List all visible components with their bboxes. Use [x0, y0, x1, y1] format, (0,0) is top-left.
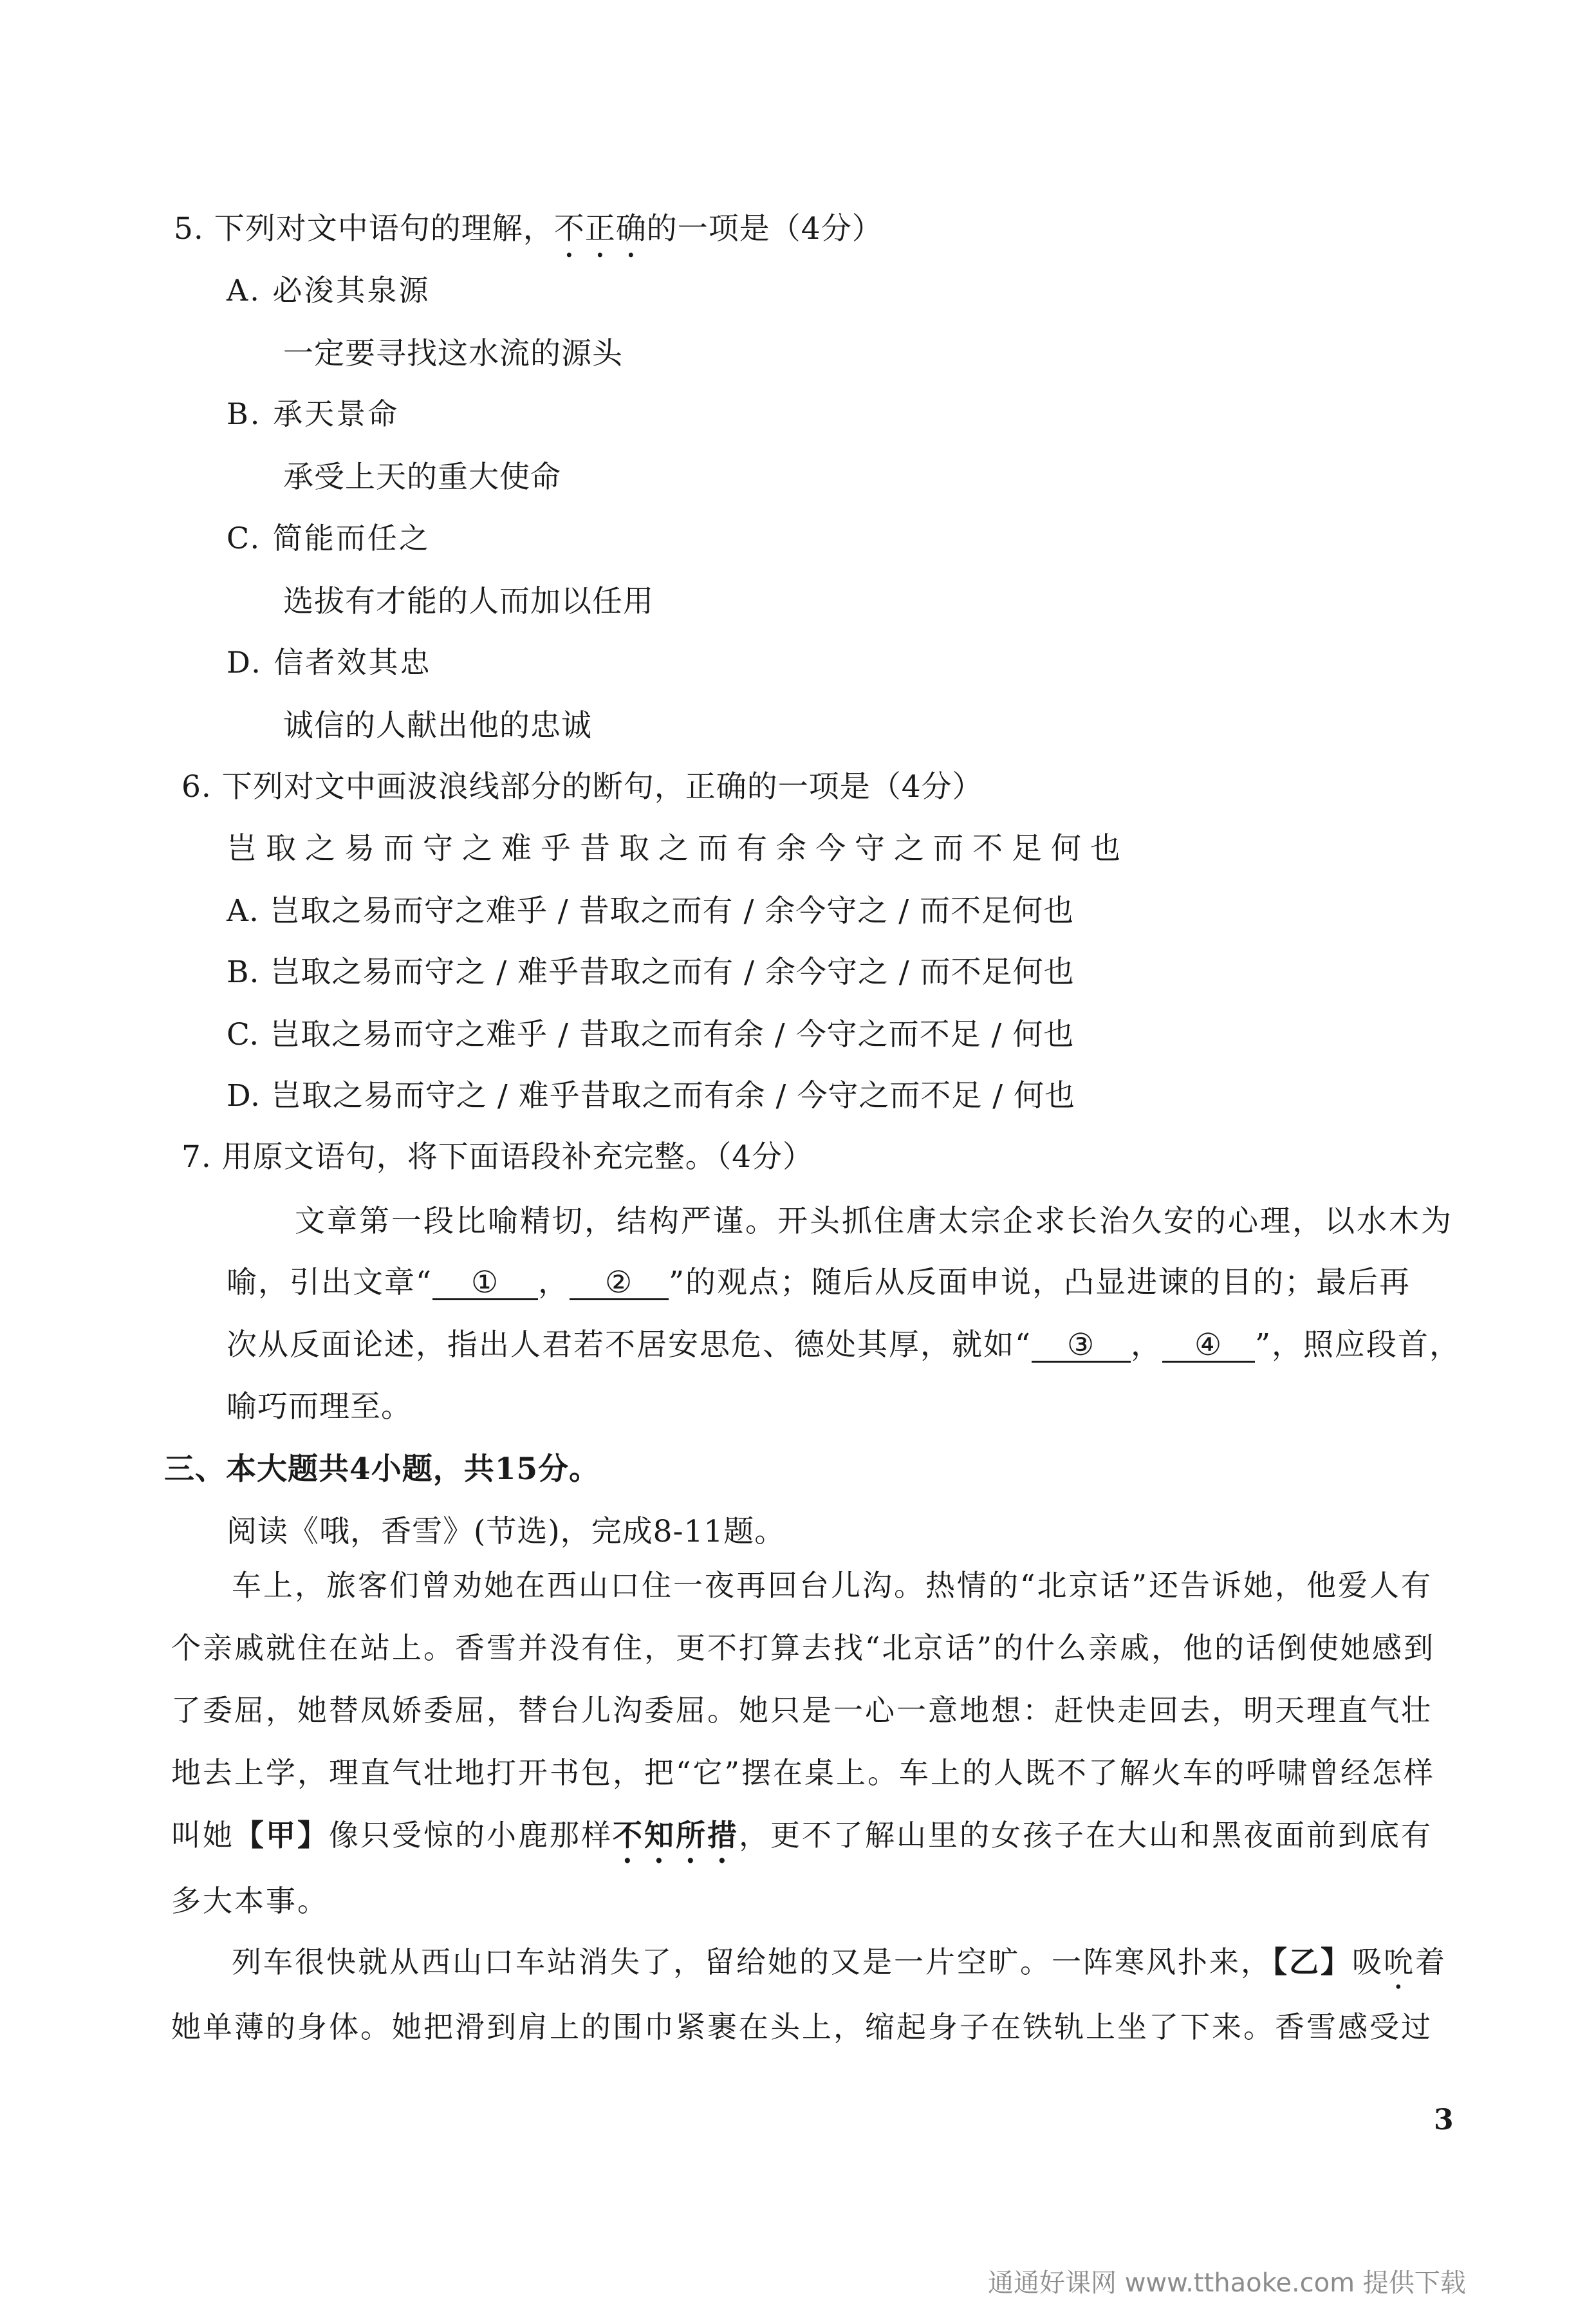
q5-stem-b: 的一项是（4分）: [646, 211, 883, 247]
passage-text: 着她单薄的身体。她把滑到肩上的围巾紧裹在头上，缩起身子在铁轨上坐了下来。香雪感受过: [171, 1945, 1447, 2044]
q6-option-letter: A.: [227, 893, 259, 929]
q6-option-text: 岂取之易而守之难乎 / 昔取之而有 / 余今守之 / 而不足何也: [269, 893, 1074, 929]
q5-option-letter: D.: [227, 645, 263, 680]
q5-option-d: [227, 639, 432, 682]
q5-option-b: [227, 391, 399, 433]
q5-option-quote: 必浚其泉源: [272, 273, 431, 308]
passage-paragraph-1: [171, 1554, 1455, 1932]
q7-stem: 7. 用原文语句，将下面语段补充完整。（4分）: [181, 1139, 814, 1175]
q6-option-d: [227, 1072, 1075, 1115]
q5-option-quote: 信者效其忠: [274, 645, 432, 680]
marker-yi: 【乙】: [1272, 1945, 1352, 1979]
q5-stem: [174, 205, 883, 265]
q7-line3: [227, 1321, 1461, 1364]
q6-stem: 6. 下列对文中画波浪线部分的断句，正确的一项是（4分）: [181, 769, 983, 805]
q7-line1: 文章第一段比喻精切，结构严谨。开头抓住唐太宗企求长治久安的心理，以水木为: [295, 1204, 1453, 1239]
q5-option-quote: 承天景命: [273, 397, 400, 431]
q5-option-b-meaning: 承受上天的重大使命: [283, 460, 561, 495]
q7-blank-4[interactable]: ④: [1162, 1329, 1255, 1363]
q5-option-a: [227, 267, 430, 310]
q5-option-quote: 简能而任之: [272, 521, 431, 555]
page-number: 3: [1434, 2104, 1454, 2136]
q7-text: ”，照应段首，: [1255, 1327, 1461, 1363]
q7-comma: ，: [1131, 1327, 1163, 1363]
passage-text: 列车很快就从西山口车站消失了，留给她的又是一片空旷。一阵寒风扑来，: [232, 1945, 1272, 1979]
q6-option-text: 岂取之易而守之难乎 / 昔取之而有余 / 今守之而不足 / 何也: [270, 1017, 1075, 1052]
q6-option-text: 岂取之易而守之 / 难乎昔取之而有 / 余今守之 / 而不足何也: [270, 955, 1075, 990]
passage-text: 吸: [1352, 1945, 1384, 1979]
passage-text: 车上，旅客们曾劝她在西山口住一夜再回台儿沟。热情的“北京话”还告诉她，他爱人有个亲戚就住在站上。香雪并没有住，更不打算去找“北京话”的什么亲戚，他的话倒使她感到了委屈，她替凤娇委屈，替台儿沟委屈。她只是一心一意地想：赶快走回去，明天理直气壮地去上学，理直气壮地打开书包，把“它”摆在桌上。车上的人既不了解火车的呼啸曾经怎样叫她: [171, 1568, 1436, 1852]
q7-line2: [227, 1258, 1411, 1302]
q7-text: 次从反面论述，指出人君若不居安思危、德处其厚，就如“: [227, 1327, 1032, 1363]
q5-option-d-meaning: 诚信的人献出他的忠诚: [283, 708, 592, 743]
emphasis-bu-zhi-suo-cuo: 不知所措: [613, 1818, 739, 1852]
q5-option-letter: B.: [227, 397, 262, 431]
marker-jia: 【甲】: [234, 1818, 329, 1852]
passage-paragraph-2: [171, 1931, 1455, 2058]
q6-sentence: 岂取之易而守之难乎昔取之而有余今守之而不足何也: [227, 831, 1129, 866]
q5-option-letter: A.: [227, 273, 261, 308]
q5-option-letter: C.: [227, 521, 262, 555]
q6-option-a: [227, 887, 1074, 930]
q5-option-c: [227, 515, 431, 557]
q5-option-c-meaning: 选拔有才能的人而加以任用: [283, 584, 654, 619]
q7-blank-2[interactable]: ②: [570, 1267, 669, 1300]
q6-option-text: 岂取之易而守之 / 难乎昔取之而有余 / 今守之而不足 / 何也: [270, 1078, 1076, 1114]
q7-text: 喻，引出文章“: [227, 1265, 433, 1300]
q5-option-a-meaning: 一定要寻找这水流的源头: [283, 336, 623, 371]
q6-option-c: [227, 1011, 1074, 1054]
q7-line4: 喻巧而理至。: [227, 1389, 412, 1424]
q6-option-letter: C.: [227, 1017, 260, 1052]
q7-comma: ，: [538, 1265, 570, 1300]
passage-text: 像只受惊的小鹿那样: [329, 1818, 613, 1852]
section-title: 三、本大题共4小题，共15分。: [164, 1451, 600, 1487]
footer-watermark: 通通好课网 www.tthaoke.com 提供下载: [988, 2268, 1466, 2298]
q5-stem-a: 5. 下列对文中语句的理解，: [174, 211, 554, 247]
q7-blank-1[interactable]: ①: [432, 1267, 538, 1300]
emphasis-shun: 吮: [1384, 1945, 1415, 1979]
passage-text: ，更不了解山里的女孩子在大山和黑夜面前到底有多大本事。: [171, 1818, 1433, 1918]
q6-option-letter: D.: [227, 1078, 261, 1114]
q6-option-b: [227, 948, 1075, 991]
q6-option-letter: B.: [227, 955, 260, 990]
q7-blank-3[interactable]: ③: [1032, 1329, 1131, 1363]
section-intro: 阅读《哦，香雪》(节选)，完成8-11题。: [227, 1514, 786, 1549]
q5-stem-emphasis: 不正确: [553, 211, 647, 247]
q7-text: ”的观点；随后从反面申说，凸显进谏的目的；最后再: [669, 1265, 1411, 1300]
